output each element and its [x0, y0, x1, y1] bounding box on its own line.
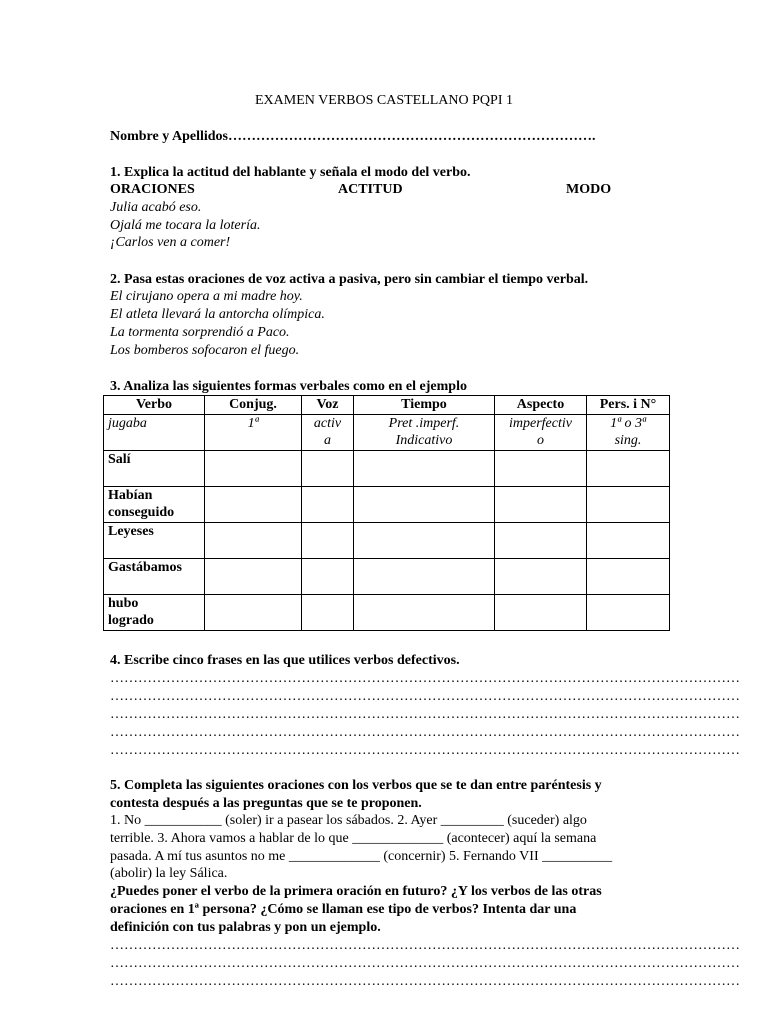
answer-cell[interactable] — [495, 595, 587, 631]
q5-text: pasada. A mí tus asuntos no me _____________ (concernir) 5. Fernando VII __________ — [110, 849, 613, 864]
example-voz — [302, 415, 354, 451]
answer-cell[interactable] — [587, 487, 670, 523]
example-aspecto — [495, 415, 587, 451]
q1-sentence: Julia acabó eso. — [110, 200, 202, 215]
answer-cell[interactable] — [205, 559, 302, 595]
verb-cell — [104, 523, 205, 559]
example-verbo-text: jugaba — [108, 416, 147, 431]
answer-cell[interactable] — [495, 487, 587, 523]
example-tiempo-line2: Indicativo — [395, 433, 453, 448]
q2-sentence: La tormenta sorprendió a Paco. — [110, 325, 290, 340]
answer-cell[interactable] — [354, 595, 495, 631]
q2-sentence: Los bomberos sofocaron el fuego. — [110, 343, 300, 358]
q5-heading: 5. Completa las siguientes oraciones con los verbos que se te dan entre paréntesis y — [110, 778, 602, 793]
verb-text: hubo — [108, 596, 139, 611]
q5-question: ¿Puedes poner el verbo de la primera oración en futuro? ¿Y los verbos de las otras — [110, 884, 602, 899]
q1-sentence: Ojalá me tocara la lotería. — [110, 218, 261, 233]
verb-text: Habían — [108, 488, 153, 503]
answer-cell[interactable] — [587, 559, 670, 595]
example-aspecto-line2: o — [537, 433, 544, 448]
answer-dotted-line[interactable]: ……………………………………………………………………………………………………………………… — [110, 956, 740, 971]
q2-sentence: El cirujano opera a mi madre hoy. — [110, 289, 303, 304]
col-header-voz: Voz — [302, 396, 354, 415]
example-verbo — [104, 415, 205, 451]
q2-sentence: El atleta llevará la antorcha olímpica. — [110, 307, 325, 322]
verb-text: Leyeses — [108, 524, 154, 539]
answer-cell[interactable] — [205, 595, 302, 631]
verb-text-2: conseguido — [108, 505, 175, 520]
name-line: Nombre y Apellidos……………………………………………………………………. — [110, 129, 596, 144]
col-header-conjug: Conjug. — [205, 396, 302, 415]
answer-cell[interactable] — [302, 595, 354, 631]
verb-text-2: logrado — [108, 613, 154, 628]
verb-analysis-table — [103, 395, 670, 631]
answer-cell[interactable] — [495, 451, 587, 487]
col-header-tiempo: Tiempo — [354, 396, 495, 415]
example-aspecto-line1: imperfectiv — [509, 416, 572, 431]
verb-text: Gastábamos — [108, 560, 182, 575]
q1-sentence: ¡Carlos ven a comer! — [110, 235, 231, 250]
answer-cell[interactable] — [587, 595, 670, 631]
verb-text: Salí — [108, 452, 131, 467]
col-header-verbo: Verbo — [104, 396, 205, 415]
example-conjug-text: 1ª — [247, 416, 259, 431]
verb-cell — [104, 487, 205, 523]
answer-cell[interactable] — [354, 487, 495, 523]
example-conjug — [205, 415, 302, 451]
table-row — [104, 559, 670, 595]
answer-cell[interactable] — [302, 487, 354, 523]
q2-heading: 2. Pasa estas oraciones de voz activa a pasiva, pero sin cambiar el tiempo verbal. — [110, 272, 589, 287]
q1-col-modo: MODO — [566, 182, 612, 197]
q5-question: oraciones en 1ª persona? ¿Cómo se llaman ese tipo de verbos? Intenta dar una — [110, 902, 577, 917]
q1-heading: 1. Explica la actitud del hablante y señala el modo del verbo. — [110, 165, 471, 180]
verb-cell — [104, 559, 205, 595]
table-row — [104, 451, 670, 487]
answer-dotted-line[interactable]: ……………………………………………………………………………………………………………………… — [110, 938, 740, 953]
example-row — [104, 415, 670, 451]
example-voz-line2: a — [324, 433, 331, 448]
example-tiempo-line1: Pret .imperf. — [388, 416, 460, 431]
example-voz-line1: activ — [313, 416, 342, 431]
verb-cell — [104, 595, 205, 631]
answer-dotted-line[interactable]: ……………………………………………………………………………………………………………………… — [110, 671, 740, 686]
answer-dotted-line[interactable]: ……………………………………………………………………………………………………………………… — [110, 974, 740, 989]
q5-question: definición con tus palabras y pon un ejemplo. — [110, 920, 381, 935]
answer-cell[interactable] — [354, 451, 495, 487]
answer-cell[interactable] — [205, 487, 302, 523]
q3-heading: 3. Analiza las siguientes formas verbales como en el ejemplo — [110, 379, 467, 394]
table-row — [104, 487, 670, 523]
example-tiempo — [354, 415, 495, 451]
answer-cell[interactable] — [205, 523, 302, 559]
answer-cell[interactable] — [495, 523, 587, 559]
answer-dotted-line[interactable]: ……………………………………………………………………………………………………………………… — [110, 725, 740, 740]
table-row — [104, 595, 670, 631]
verb-cell — [104, 451, 205, 487]
exam-title: EXAMEN VERBOS CASTELLANO PQPI 1 — [255, 93, 513, 108]
answer-cell[interactable] — [205, 451, 302, 487]
answer-dotted-line[interactable]: ……………………………………………………………………………………………………………………… — [110, 743, 740, 758]
example-persona-line1: 1ª o 3ª — [610, 416, 646, 431]
table-row — [104, 523, 670, 559]
answer-cell[interactable] — [587, 451, 670, 487]
example-persona — [587, 415, 670, 451]
table-header-row — [104, 396, 670, 415]
answer-cell[interactable] — [587, 523, 670, 559]
q5-heading-cont: contesta después a las preguntas que se te proponen. — [110, 796, 422, 811]
answer-cell[interactable] — [354, 559, 495, 595]
q1-col-actitud: ACTITUD — [338, 182, 403, 197]
answer-cell[interactable] — [302, 451, 354, 487]
answer-cell[interactable] — [302, 559, 354, 595]
col-header-aspecto: Aspecto — [495, 396, 587, 415]
answer-cell[interactable] — [302, 523, 354, 559]
q5-text: 1. No ___________ (soler) ir a pasear los sábados. 2. Ayer _________ (suceder) algo — [110, 813, 587, 828]
q5-text: terrible. 3. Ahora vamos a hablar de lo que _____________ (acontecer) aquí la semana — [110, 831, 597, 846]
q4-heading: 4. Escribe cinco frases en las que utilices verbos defectivos. — [110, 653, 460, 668]
answer-cell[interactable] — [495, 559, 587, 595]
q1-col-oraciones: ORACIONES — [110, 182, 195, 197]
q5-text: (abolir) la ley Sálica. — [110, 866, 228, 881]
example-persona-line2: sing. — [614, 433, 642, 448]
answer-cell[interactable] — [354, 523, 495, 559]
answer-dotted-line[interactable]: ……………………………………………………………………………………………………………………… — [110, 689, 740, 704]
answer-dotted-line[interactable]: ……………………………………………………………………………………………………………………… — [110, 707, 740, 722]
col-header-persona: Pers. i N° — [587, 396, 670, 415]
